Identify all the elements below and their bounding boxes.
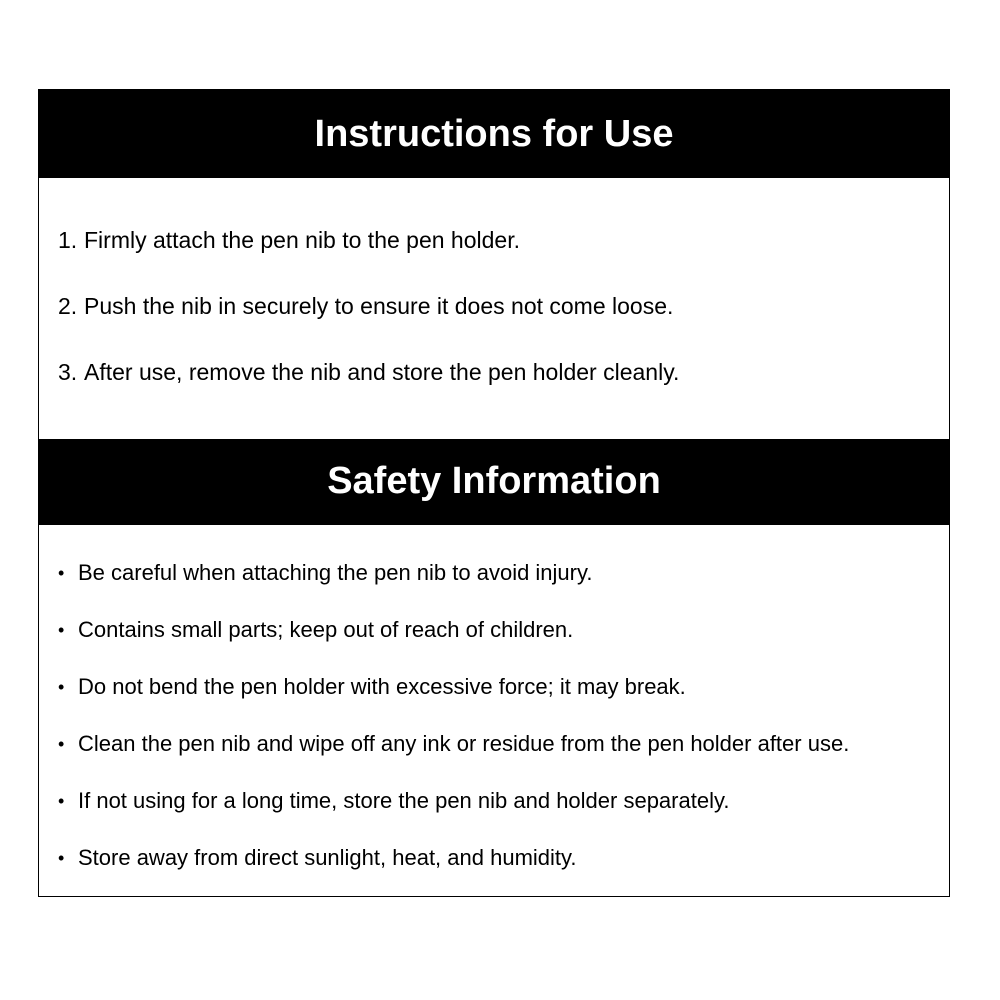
step-text: After use, remove the nib and store the pen holder cleanly.: [84, 359, 680, 385]
instructions-title: Instructions for Use: [314, 113, 674, 155]
instruction-card: [38, 89, 950, 897]
bullet-icon: •: [58, 734, 65, 754]
safety-item: [58, 730, 849, 758]
bullet-icon: •: [58, 620, 65, 640]
step-text: Push the nib in securely to ensure it does not come loose.: [84, 293, 674, 319]
instruction-step: [58, 226, 520, 254]
instruction-step: [58, 358, 679, 386]
step-number: 2.: [58, 293, 78, 319]
safety-item: [58, 787, 729, 815]
safety-item: [58, 673, 686, 701]
bullet-icon: •: [58, 563, 65, 583]
instruction-step: [58, 292, 673, 320]
safety-header: [39, 439, 949, 525]
safety-item: [58, 559, 592, 587]
safety-title: Safety Information: [327, 460, 661, 502]
bullet-icon: •: [58, 677, 65, 697]
safety-item: [58, 616, 573, 644]
instructions-header: [39, 90, 949, 178]
safety-item-text: Be careful when attaching the pen nib to avoid injury.: [78, 560, 593, 585]
safety-item-text: Store away from direct sunlight, heat, and humidity.: [78, 845, 577, 870]
safety-item-text: If not using for a long time, store the pen nib and holder separately.: [78, 788, 730, 813]
safety-item: [58, 844, 577, 872]
step-number: 1.: [58, 227, 78, 253]
bullet-icon: •: [58, 848, 65, 868]
step-number: 3.: [58, 359, 78, 385]
bullet-icon: •: [58, 791, 65, 811]
safety-item-text: Clean the pen nib and wipe off any ink or residue from the pen holder after use.: [78, 731, 850, 756]
safety-item-text: Contains small parts; keep out of reach of children.: [78, 617, 574, 642]
step-text: Firmly attach the pen nib to the pen holder.: [84, 227, 520, 253]
safety-item-text: Do not bend the pen holder with excessive force; it may break.: [78, 674, 686, 699]
